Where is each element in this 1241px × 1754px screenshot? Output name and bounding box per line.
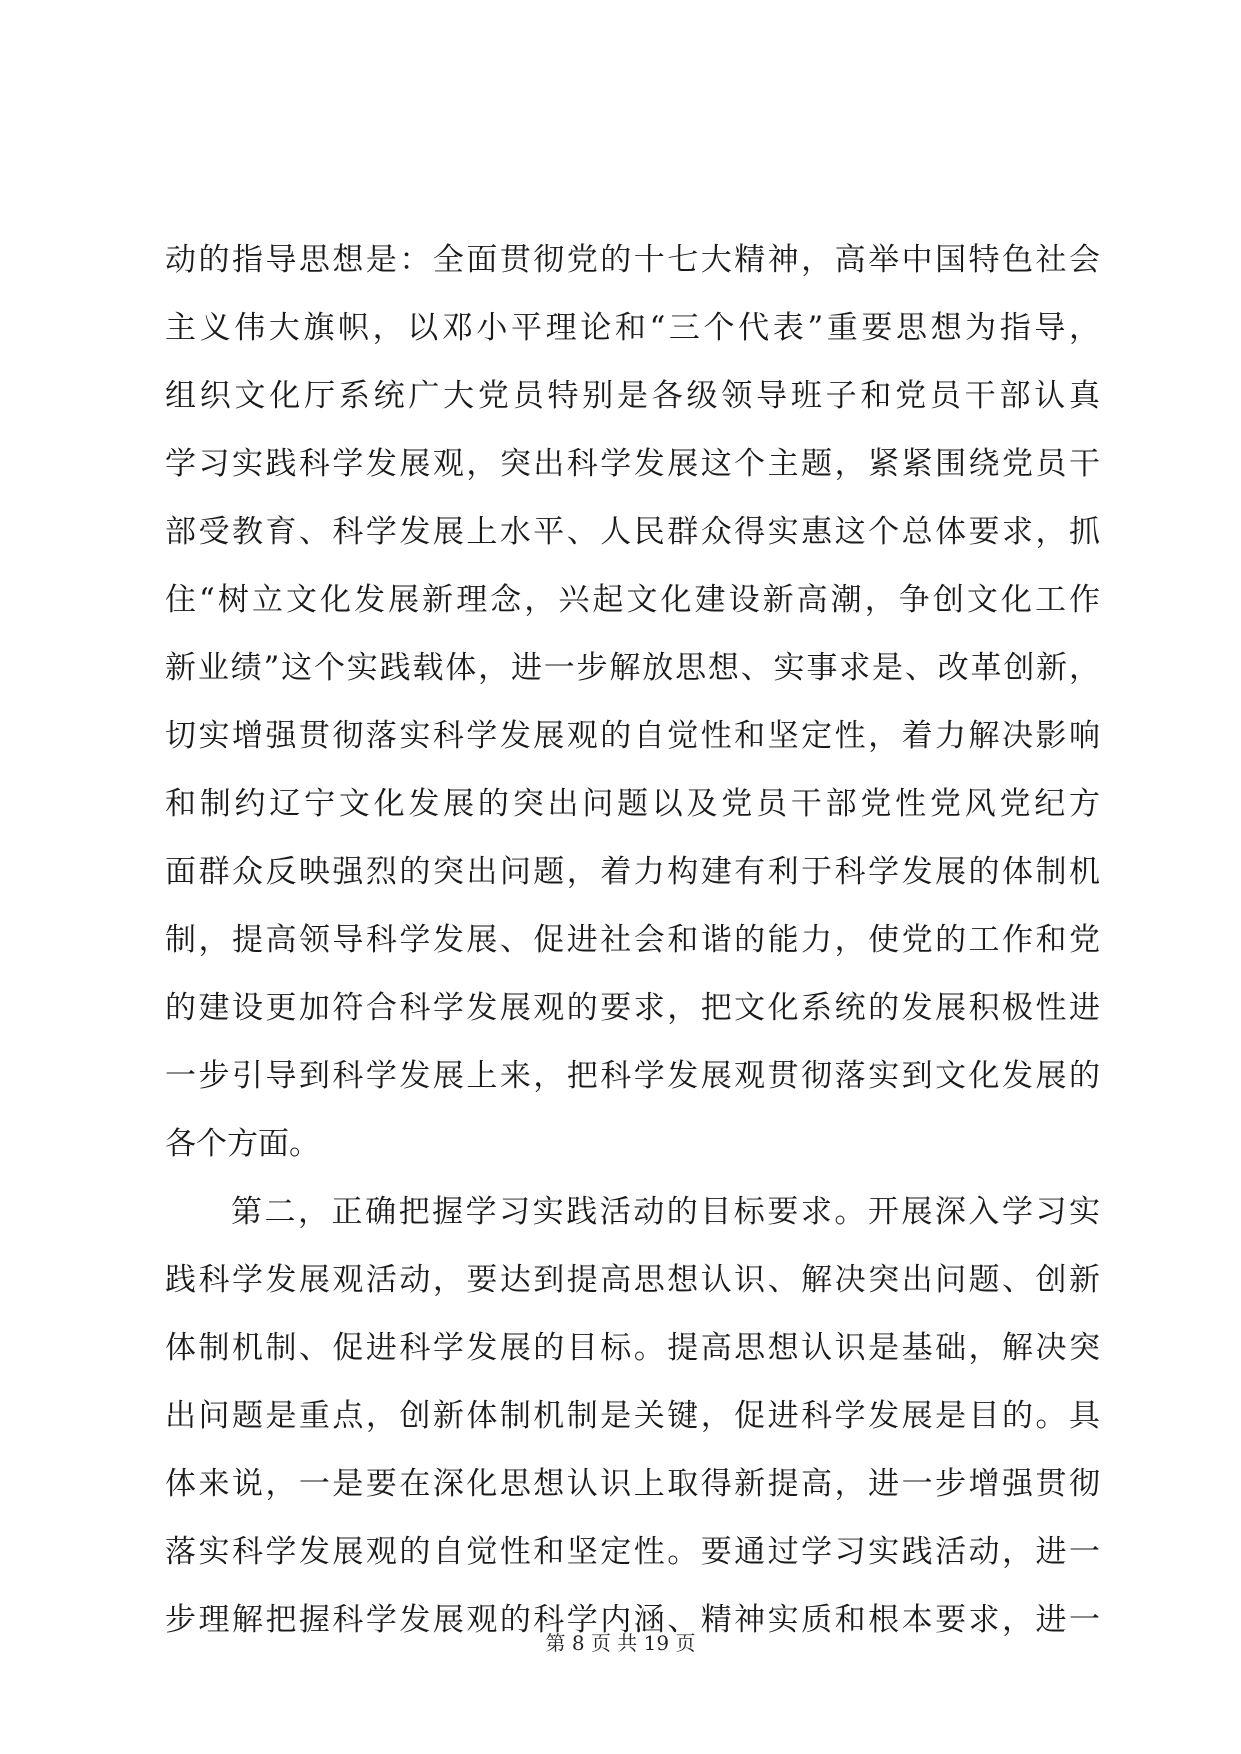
text-line: 落实科学发展观的自觉性和坚定性。要通过学习实践活动，进一: [165, 1534, 1100, 1570]
text-line: 和制约辽宁文化发展的突出问题以及党员干部党性党风党纪方: [165, 786, 1100, 822]
text-line: 践科学发展观活动，要达到提高思想认识、解决突出问题、创新: [165, 1262, 1100, 1298]
text-line: 的建设更加符合科学发展观的要求，把文化系统的发展积极性进: [165, 990, 1100, 1026]
text-line: 体制机制、促进科学发展的目标。提高思想认识是基础，解决突: [165, 1330, 1100, 1366]
paragraph-1: [165, 226, 1100, 1178]
text-line: 步理解把握科学发展观的科学内涵、精神实质和根本要求，进一: [165, 1602, 1100, 1638]
text-line: 体来说，一是要在深化思想认识上取得新提高，进一步增强贯彻: [165, 1466, 1100, 1502]
text-line: 切实增强贯彻落实科学发展观的自觉性和坚定性，着力解决影响: [165, 718, 1100, 754]
text-line: 学习实践科学发展观，突出科学发展这个主题，紧紧围绕党员干: [165, 446, 1100, 482]
text-line: 出问题是重点，创新体制机制是关键，促进科学发展是目的。具: [165, 1398, 1100, 1434]
text-line: 第二，正确把握学习实践活动的目标要求。开展深入学习实: [231, 1194, 1100, 1230]
text-line: 主义伟大旗帜，以邓小平理论和“三个代表”重要思想为指导，: [165, 310, 1100, 346]
text-line: 新业绩”这个实践载体，进一步解放思想、实事求是、改革创新，: [165, 650, 1100, 686]
text-line: 动的指导思想是：全面贯彻党的十七大精神，高举中国特色社会: [165, 242, 1100, 278]
text-line: 住“树立文化发展新理念，兴起文化建设新高潮，争创文化工作: [165, 582, 1100, 618]
page-footer: [0, 1628, 1241, 1658]
text-line: 制，提高领导科学发展、促进社会和谐的能力，使党的工作和党: [165, 922, 1100, 958]
text-line: 面群众反映强烈的突出问题，着力构建有利于科学发展的体制机: [165, 854, 1100, 890]
page-number: 第 8 页 共 19 页: [545, 1631, 696, 1655]
text-line: 各个方面。: [165, 1126, 320, 1162]
text-line: 组织文化厅系统广大党员特别是各级领导班子和党员干部认真: [165, 378, 1100, 414]
text-line: 一步引导到科学发展上来，把科学发展观贯彻落实到文化发展的: [165, 1058, 1100, 1094]
text-line: 部受教育、科学发展上水平、人民群众得实惠这个总体要求，抓: [165, 514, 1100, 550]
paragraph-2: [165, 1178, 1100, 1654]
body-text: [165, 226, 1100, 1654]
